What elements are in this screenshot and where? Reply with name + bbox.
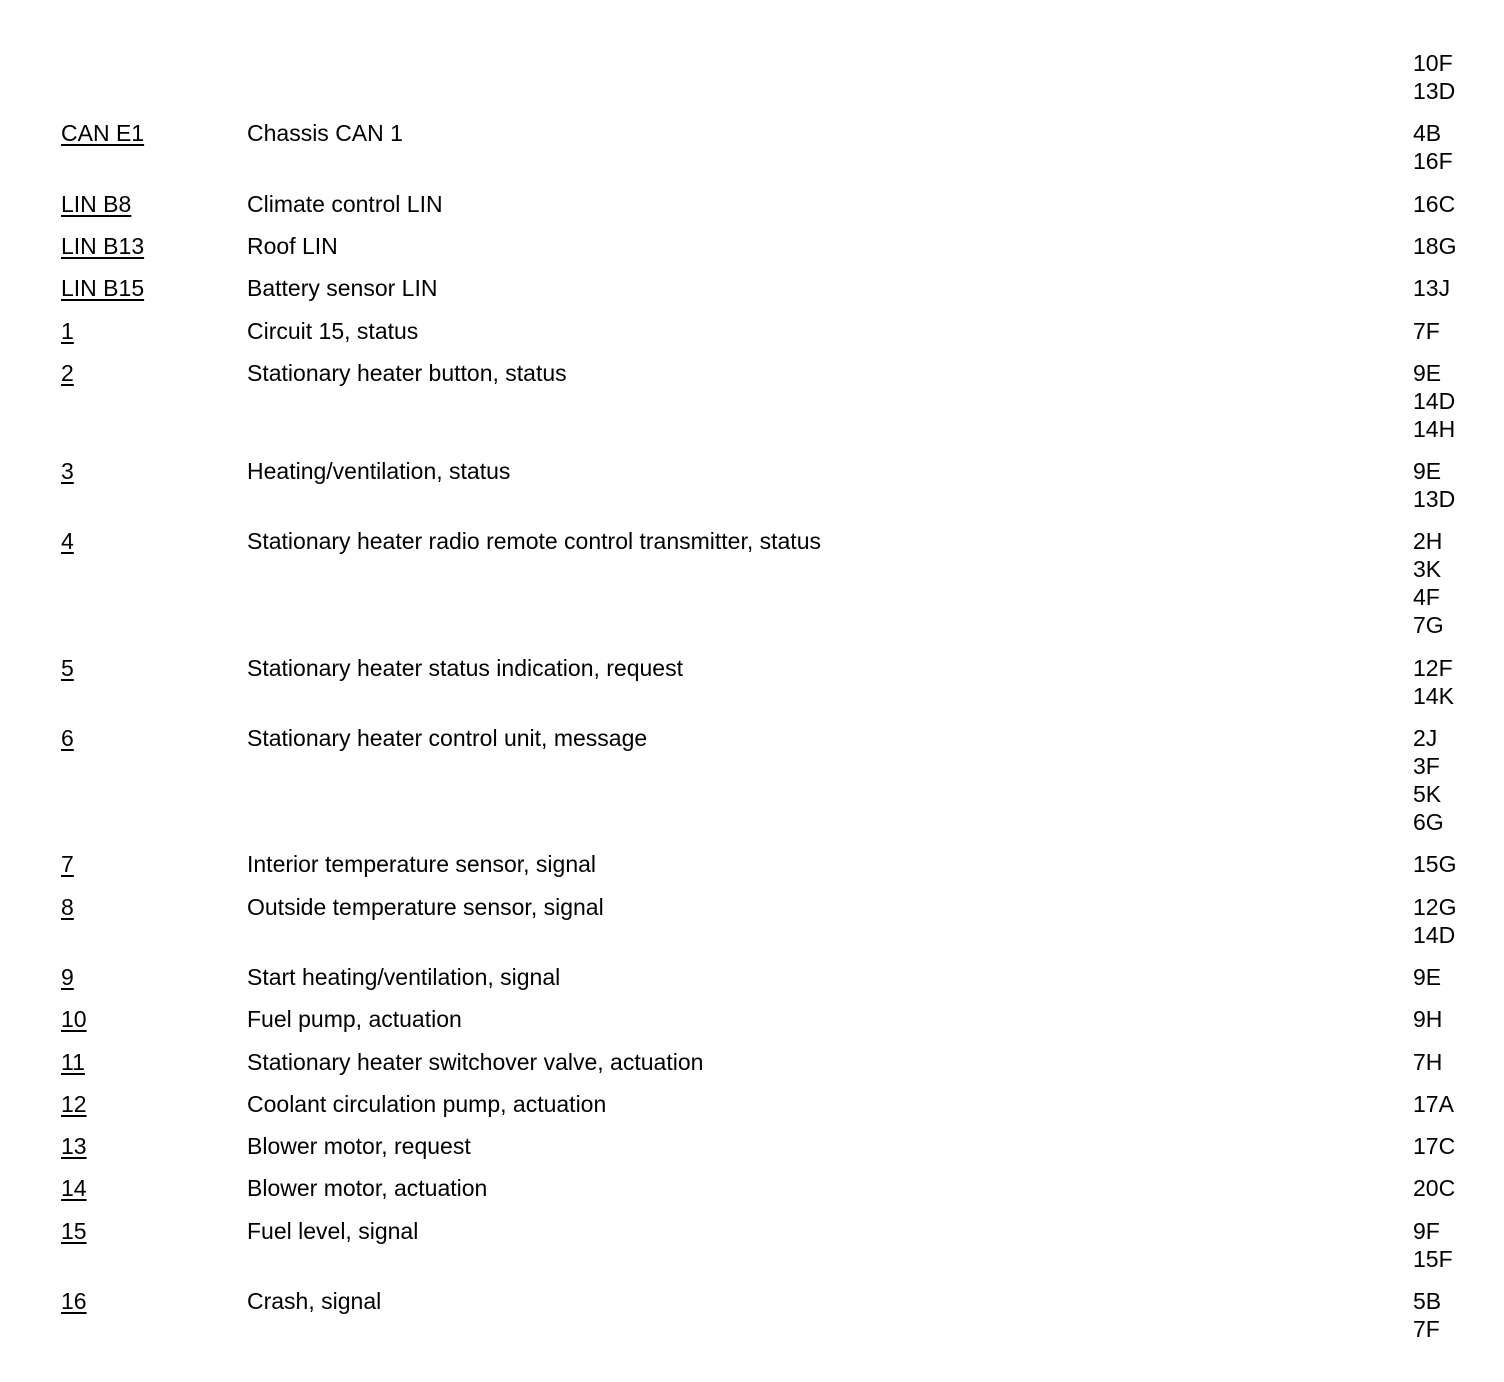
signal-code-link[interactable]: 9 — [61, 963, 74, 990]
signal-code-link[interactable]: 12 — [61, 1090, 87, 1117]
grid-reference: 5B — [1413, 1288, 1442, 1314]
signal-code-link[interactable]: 5 — [61, 654, 74, 681]
grid-reference: 15G — [1413, 851, 1457, 878]
grid-reference-list — [1413, 1174, 1455, 1202]
grid-reference: 9H — [1413, 1006, 1443, 1033]
grid-reference: 14H — [1413, 415, 1456, 442]
grid-reference: 13D — [1413, 78, 1456, 104]
grid-reference: 2J — [1413, 725, 1438, 751]
grid-reference: 15F — [1413, 1245, 1453, 1272]
grid-reference: 14D — [1413, 387, 1456, 414]
grid-reference-list — [1413, 1005, 1442, 1033]
grid-reference-list — [1413, 1287, 1441, 1343]
grid-reference-list — [1413, 232, 1456, 260]
signal-description: Climate control LIN — [247, 190, 443, 217]
signal-code-link[interactable]: 7 — [61, 851, 74, 878]
grid-reference: 7G — [1413, 612, 1444, 639]
grid-reference: 14D — [1413, 921, 1456, 948]
grid-reference-list — [1413, 527, 1444, 639]
grid-reference-list — [1413, 893, 1456, 949]
grid-reference-list — [1413, 1132, 1455, 1160]
grid-reference-list — [1413, 1048, 1442, 1076]
grid-reference: 12F — [1413, 654, 1453, 681]
signal-code-link[interactable]: 2 — [61, 359, 74, 386]
grid-reference: 5K — [1413, 781, 1442, 807]
grid-reference: 9E — [1413, 458, 1442, 485]
signal-code-link[interactable]: 3 — [61, 458, 74, 485]
signal-description: Heating/ventilation, status — [247, 458, 511, 485]
signal-description: Stationary heater switchover valve, actuation — [247, 1048, 704, 1075]
signal-code-link[interactable]: 4 — [61, 528, 74, 555]
signal-description: Chassis CAN 1 — [247, 120, 403, 147]
grid-reference: 3F — [1413, 753, 1440, 779]
grid-reference: 16C — [1413, 190, 1456, 217]
grid-reference-list — [1413, 49, 1455, 105]
grid-reference: 12G — [1413, 893, 1457, 920]
signal-description: Outside temperature sensor, signal — [247, 893, 604, 920]
grid-reference: 7F — [1413, 317, 1440, 344]
grid-reference: 4F — [1413, 584, 1440, 611]
signal-description: Crash, signal — [247, 1288, 382, 1314]
grid-reference: 17C — [1413, 1133, 1456, 1160]
signal-code-link[interactable]: 15 — [61, 1217, 87, 1244]
grid-reference: 7H — [1413, 1048, 1443, 1075]
signal-code-link[interactable]: 11 — [61, 1048, 85, 1075]
signal-code-link[interactable]: 14 — [61, 1175, 87, 1202]
signal-description: Interior temperature sensor, signal — [247, 851, 597, 878]
grid-reference: 3K — [1413, 556, 1442, 583]
grid-reference-list — [1413, 1217, 1453, 1273]
grid-reference-list — [1413, 654, 1454, 710]
grid-reference-list — [1413, 850, 1456, 878]
signal-description: Fuel level, signal — [247, 1217, 419, 1244]
grid-reference-list — [1413, 457, 1455, 513]
signal-description: Stationary heater button, status — [247, 359, 567, 386]
signal-code-link[interactable]: 6 — [61, 725, 74, 751]
signal-description: Coolant circulation pump, actuation — [247, 1090, 607, 1117]
grid-reference-list — [1413, 274, 1450, 302]
signal-description: Roof LIN — [247, 232, 338, 259]
grid-reference-list — [1413, 317, 1440, 345]
signal-code-link[interactable]: LIN B15 — [61, 275, 145, 302]
signal-code-link[interactable]: CAN E1 — [61, 120, 145, 147]
signal-description: Fuel pump, actuation — [247, 1006, 462, 1033]
signal-code-link[interactable]: LIN B8 — [61, 190, 132, 217]
grid-reference: 2H — [1413, 528, 1443, 555]
signal-description: Stationary heater radio remote control transmitter, status — [247, 528, 821, 555]
signal-code-link[interactable]: 13 — [61, 1133, 87, 1160]
signal-code-link[interactable]: 16 — [61, 1288, 87, 1314]
grid-reference: 14K — [1413, 682, 1454, 709]
signal-code-link[interactable]: 1 — [61, 317, 74, 344]
signal-description: Blower motor, request — [247, 1133, 471, 1160]
signal-description: Stationary heater status indication, request — [247, 654, 683, 681]
signal-code-link[interactable]: LIN B13 — [61, 232, 145, 259]
grid-reference: 20C — [1413, 1175, 1456, 1202]
grid-reference: 16F — [1413, 148, 1453, 175]
grid-reference: 10F — [1413, 50, 1453, 76]
grid-reference-list — [1413, 963, 1441, 991]
grid-reference: 18G — [1413, 232, 1457, 259]
signal-description: Blower motor, actuation — [247, 1175, 488, 1202]
signal-code-link[interactable]: 10 — [61, 1006, 87, 1033]
grid-reference: 9F — [1413, 1217, 1440, 1244]
grid-reference: 13J — [1413, 275, 1451, 302]
signal-description: Stationary heater control unit, message — [247, 725, 648, 751]
grid-reference: 7F — [1413, 1316, 1440, 1342]
grid-reference-list — [1413, 1090, 1454, 1118]
grid-reference-list — [1413, 119, 1453, 175]
grid-reference-list — [1413, 724, 1444, 836]
grid-reference: 6G — [1413, 809, 1444, 835]
grid-reference-list — [1413, 359, 1455, 443]
signal-code-link[interactable]: 8 — [61, 893, 74, 920]
grid-reference: 4B — [1413, 120, 1442, 147]
signal-description: Battery sensor LIN — [247, 275, 438, 302]
grid-reference-list — [1413, 190, 1455, 218]
grid-reference: 9E — [1413, 359, 1442, 386]
signal-description: Circuit 15, status — [247, 317, 419, 344]
grid-reference: 13D — [1413, 486, 1456, 513]
signal-description: Start heating/ventilation, signal — [247, 963, 561, 990]
grid-reference: 9E — [1413, 963, 1442, 990]
grid-reference: 17A — [1413, 1090, 1454, 1117]
